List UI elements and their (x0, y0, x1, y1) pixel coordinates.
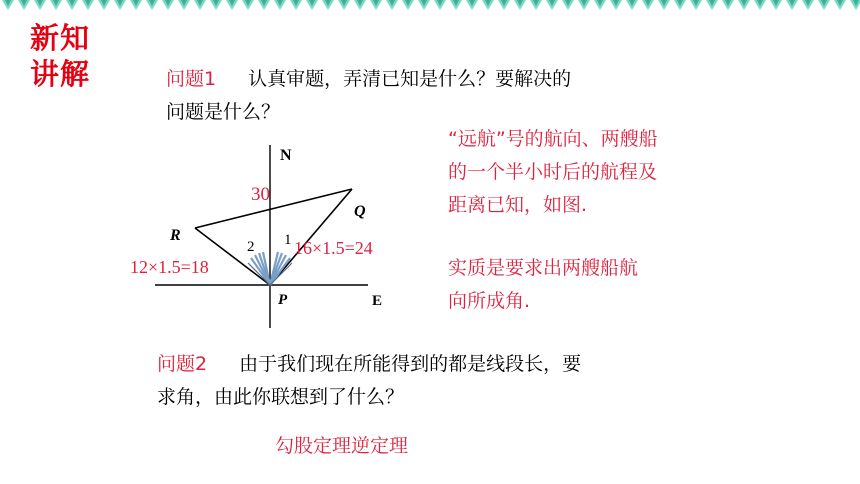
segment-pq (270, 189, 352, 285)
label-dist-pr: 12×1.5=18 (130, 257, 209, 277)
label-east: E (372, 293, 383, 309)
label-angle-1: 1 (284, 232, 292, 248)
question1-line1: 认真审题，弄清已知是什么？要解决的 (248, 68, 572, 90)
note-essence (448, 252, 738, 318)
question2-line1: 由于我们现在所能得到的都是线段长，要 (239, 353, 582, 375)
label-origin: P (278, 292, 288, 308)
answer-text: 勾股定理逆定理 (275, 435, 409, 457)
section-title-line2: 讲解 (30, 57, 91, 91)
question1 (166, 63, 706, 129)
label-dist-pq: 16×1.5=24 (294, 238, 373, 258)
question2-line2: 求角，由此你联想到了什么？ (157, 386, 405, 408)
label-point-q: Q (354, 203, 366, 220)
question2-label: 问题2 (157, 353, 208, 375)
note2-line1: 实质是要求出两艘船航 (448, 257, 639, 279)
section-title-line1: 新知 (30, 21, 91, 55)
note1-line2: 的一个半小时后的航程及 (448, 161, 658, 183)
question1-line2: 问题是什么？ (166, 101, 281, 123)
navigation-diagram (120, 140, 420, 335)
question1-label: 问题1 (166, 68, 217, 90)
decorative-border (0, 0, 860, 14)
label-point-r: R (170, 227, 181, 244)
label-north: N (280, 147, 292, 164)
note-known-info (448, 123, 738, 222)
note1-line3: 距离已知，如图. (448, 194, 588, 216)
segment-rq (195, 189, 352, 228)
section-title (30, 20, 100, 92)
question2 (157, 348, 717, 414)
label-angle-2: 2 (247, 239, 255, 255)
label-distance-rq: 30 (251, 184, 270, 205)
note1-line1: “远航”号的航向、两艘船 (448, 128, 658, 150)
note2-line2: 向所成角. (448, 290, 531, 312)
